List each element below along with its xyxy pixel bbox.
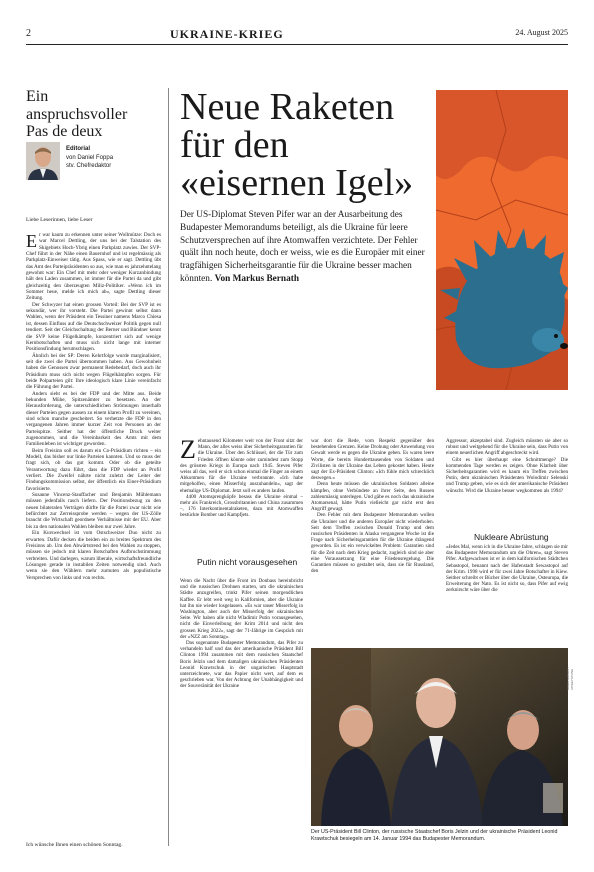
article-paragraph: Den Fehler mit dem Budapester Memorandum wollen die Ukrainer und die anderen Europäer nicht wiederholen. Seit dem Treffen zwischen Donald Trump und dem russischen Präsidenten in Alaska vergangene Woche ist die Frage nach Sicherheitsgarantien für die Ukraine drängend geworden. Es ist ein verwickeltes Problem: Garantien sind für die Zeit nach dem Krieg gedacht, zugleich sind sie aber eine Voraussetzung für eine Friedensregelung. Die Garantien müssen so gestaltet sein, dass sie für Russland, den [311, 512, 434, 575]
editorial-paragraph: Anders sieht es bei der FDP und der Mitte aus. Beide bekunden Mühe, Spitzenämter zu besetzen. An der Herausforderung, die unterschiedlichen Strömungen innerhalb dieser Parteien gegen aussen zu einem klaren Profil zu vereinen, sind schon manche gescheitert. So verhetzte die FDP in den vergangenen Jahren immer kurzer Zeit von Personen an der Parteispitze. Seither hat der öffentliche Druck weiter zugenommen, und die Vereinbarkeit des Amts mit dem Familienleben ist wichtiger geworden. [26, 390, 161, 448]
article-column-3 [446, 438, 568, 530]
article-paragraph: «Jedes Mal, wenn ich in die Ukraine fahre, schlagen sie mir das Budapester Memorandum um die Ohren», sagt Steven Pifer. Aufgewachsen ist er in dem kalifornischen Städtchen Sebastopol, benannt nach der Hafenstadt Sewastopol auf der Krim. 1998 wird er für zwei Jahre Botschafter in Kiew. Seither schreibt er Bücher über die Ukraine, Osteuropa, die Erweiterung der Nato. Es ist nicht so, dass Pifer auf ewig zerknirscht wäre über die [446, 544, 568, 594]
author-photo [26, 142, 60, 180]
editorial-dropcap: E [26, 232, 37, 251]
article-byline: Von Markus Bernath [214, 273, 299, 284]
article-paragraph: war dort die Rede, vom Respekt gegenüber den bestehenden Grenzen. Keine Drohung oder Anwendung von Gewalt werde es gegen die Ukraine geben. Es waren leere Worte, die bereits Hunderttausenden von Soldaten und Zivilisten in der Ukraine das Leben gekostet haben. Heute sagt der Ex-Präsident Clinton: «Ich fühle mich schrecklich deswegen.» [311, 438, 434, 482]
page-number: 2 [26, 28, 31, 39]
article-paragraph: 4400 Atomsprengköpfe besass die Ukraine einmal – mehr als Frankreich, Grossbritannien und China zusammen –, 176 Interkontinentalraketen, dazu mit Atomwaffen bestückte Bomber und Kampfjets. [180, 493, 303, 519]
article-headline: Neue Raketen für den «eisernen Igel» [180, 86, 414, 204]
article-column-2 [311, 438, 434, 644]
header-rule [26, 44, 568, 45]
article-paragraph: Aggressor, akzeptabel sind. Zugleich müssten sie aber so robust und weitgehend für die Ukraine sein, dass Putin von einem neuerlichen Angriff abgeschreckt wird. [446, 438, 568, 457]
editorial-salutation: Liebe Leserinnen, liebe Leser [26, 217, 93, 223]
article-paragraph: Das sogenannte Budapester Memorandum, das Pifer zu verhandeln half und das der amerikanische Präsident Bill Clinton 1994 zusammen mit dem russischen Staatschef Boris Jelzin und dem damaligen ukrainischen Präsidenten Leonid Krawtschuk in der ungarischen Hauptstadt unterzeichnete, war das Papier nicht wert, auf dem es geschrieben war. Von der Achtung der Unabhängigkeit und der Souveränität der Ukraine [180, 640, 303, 690]
editorial-paragraph: Der Schwyzer hat einen grossen Vorteil: Bei der SVP ist es sekundär, wer ihr vorsteht. Die Partei gewinnt selbst dann Wahlen, wenn der Präsident ein Tessiner namens Marco Chiesa ist, dessen Einfluss auf die Deutschschweizer Politik gegen null tendiert. Seit der Gleichschaltung der Berner und Bündner kennt die SVP keine Flügelkämpfe, konzentriert sich auf wenige Kernbotschaften und muss sich nicht lange mit interner Positionsfindung herumschlagen. [26, 301, 161, 353]
editorial-paragraph: Er war kaum zu erkennen unter seiner Wollmütze: Doch es war Marcel Dettling, der uns bei der Talstation des Skigebiets Hoch-Ybrig einen Parkplatz zuwies. Der SVP-Chef führt in der Nähe einen Bauernhof und ist regelmässig als Parkplatz-Einweiser tätig. Aus Spass, wie er sagt. Dettling übt das Amt des Parteipräsidenten so aus, wie man es jahrzehntelang gewohnt war: Ein Chef mit mehr oder weniger Kurzanbindung hält den Laden zusammen, ist immer für die Partei da und gibt gleichzeitig den überzeugten Miliz-Politiker. «Wenn ich im Sommer heue, melde ich mich ab», sagte Dettling dieser Zeitung. [26, 232, 161, 302]
subhead-putin: Putin nicht vorausgesehen [197, 557, 298, 567]
article-lead: Der US-Diplomat Steven Pifer war an der Ausarbeitung des Budapester Memorandums beteiligt, als die Ukraine für leere Schutzversprechen auf ihre Atomwaffen verzichtete. Der Fehler quält ihn noch heute, doch er weiss, wie es die Europäer mit einer tragfähigen Sicherheitsgarantie für die Ukraine besser machen könnten. Von Markus Bernath [180, 210, 425, 284]
editorial-closing: Ich wünsche Ihnen einen schönen Sonntag. [26, 842, 123, 848]
photo-credit: GREG GIBSON / AP/KEYSTONE [566, 666, 574, 690]
column-divider [168, 88, 169, 846]
editorial-title: Ein anspruchsvoller Pas de deux [26, 88, 128, 141]
article-paragraph: Wenn die Nacht über die Front im Donbass hereinbricht und die russischen Drohnen starten, um die ukrainischen Städte anzugreifen, trinkt Pifer seinen morgendlichen Kaffee. Er lebt weit weg in Kalifornien, aber die Ukraine hat ihn nie wieder losgelassen. «Es war unser Misserfolg in Washington, aber auch der Misserfolg der ukrainischen Seite. Wir haben alle nicht Wladimir Putin vorausgesehen, nicht die Einverleibung der Krim 2014 und nicht den grossen Krieg 2022», sagt der 71-Jährige im Gespräch mit der «NZZ am Sonntag». [180, 578, 303, 640]
article-paragraph: Denn heute müssen die ukrainischen Soldaten alleine kämpfen, ohne Verbündete an ihrer Seite, den Russen zahlenmässig unterlegen. Und gäbe es noch das ukrainische Atomarsenal, hätte Putin vielleicht gar nicht erst den Angriff gewagt. [311, 481, 434, 513]
issue-date: 24. August 2025 [515, 28, 568, 37]
editorial-body [26, 232, 161, 842]
author-role: stv. Chefredaktor [66, 162, 112, 169]
editorial-paragraph: Beim Freisinn soll es darum ein Co-Präsidium richten – ein Modell, das bisher nur linke Parteien kannten. Und so muss der fragt sich, ob das gut kommt. Oder ob die geteilte Verantwortung dazu führt, dass die FDP wieder an Profil verliert. Die Zweifel nährte nicht zuletzt der Leiter der Findungskommission selbst, der öffentlich ein Einer-Präsidium favorisierte. [26, 447, 161, 492]
editorial-author [66, 155, 146, 170]
article-paragraph: Gibt es hier überhaupt eine Schnittmenge? Die kommenden Tage werden es zeigen. Ohne Klarheit über Sicherheitsgarantien wird es kaum ein Treffen zwischen Putin, dem ukrainischen Präsidenten Wolodimir Selenski und Trump geben, wie es sich der amerikanische Präsident wünscht. Wird die Ukraine besser wegkommen als 1994? [446, 456, 568, 494]
article-paragraph: Zehntausend Kilometer weit von der Front sitzt der Mann, der alles weiss über Sicherheitsgarantien für die Ukraine. Über den Schlüssel, der die Tür zum Frieden öffnen könnte oder zumindest zum Stopp des grössten Kriegs in Europa nach 1945. Steven Pifer weiss all das, weil er sich schon einmal die Finger an einem Abkommen für die Ukraine verbrannte. «Ich habe mitgeholfen, einen Misserfolg auszuhandeln», sagt der ehemalige US-Diplomat. Jetzt soll es anders laufen. [180, 438, 303, 494]
editorial-paragraph: Susanne Vincenz-Stauffacher und Benjamin Mühlemann müssen jedenfalls rasch liefern. Der Positionsbezug zu den neuen bilateralen Verträgen dürfte für die Partei zwar nicht wie befürchtet zur Zerreissprobe werden – wegen der US-Zölle braucht die Wirtschaft geordnete Verhältnisse mit der EU. Aber bis zu den nationalen Wahlen bleiben nur zwei Jahre. [26, 492, 161, 530]
hedgehog-map-illustration [436, 90, 568, 390]
editorial-paragraph: Ein Kurswechsel ist vom Ostschweizer Duo nicht zu erwarten. Dafür decken die beiden ein zu breites Spektrum des Freisinns ab. Um den Abwärtstrend bei den Wahlen zu stoppen, müssen sie jedoch mit klaren Botschaften Aufbruchstimmung verbreiten. Und darlegen, warum liberale, wirtschaftsfreundliche Lösungen gerade in instabilen Zeiten notwendig sind. Auch wenn sie den Wählern mehr zumuten als populistische Versprechen von links und von rechts. [26, 530, 161, 581]
photo-caption: Der US-Präsident Bill Clinton, der russische Staatschef Boris Jelzin und der ukrainische Präsident Leonid Krawtschuk besiegeln am 14. Januar 1994 das Budapester Memorandum. [311, 829, 558, 842]
subhead-nuclear: Nukleare Abrüstung [474, 532, 549, 542]
article-column-3-continued [446, 544, 568, 634]
section-title: UKRAINE-KRIEG [170, 27, 284, 41]
article-dropcap: Z [180, 438, 196, 464]
article-column-1 [180, 438, 303, 541]
editorial-label: Editorial [66, 146, 91, 152]
article-column-1-continued [180, 578, 303, 833]
news-photo [311, 648, 568, 826]
author-name: von Daniel Foppa [66, 155, 114, 161]
editorial-paragraph: Ähnlich bei der SP: Deren Kehrtfolge wurde marginalisiert, seit die zwei die Partei übernommen haben. Aus Gewohnheit haben die Genossen zwar permanent Redebedarf, doch auch ihr Präsidium muss sich nicht wegen Flügelkämpfen sorgen. Für beide Polparteien gilt: Ihre ideologisch klare Linie vereinfacht die Führung der Partei. [26, 352, 161, 391]
